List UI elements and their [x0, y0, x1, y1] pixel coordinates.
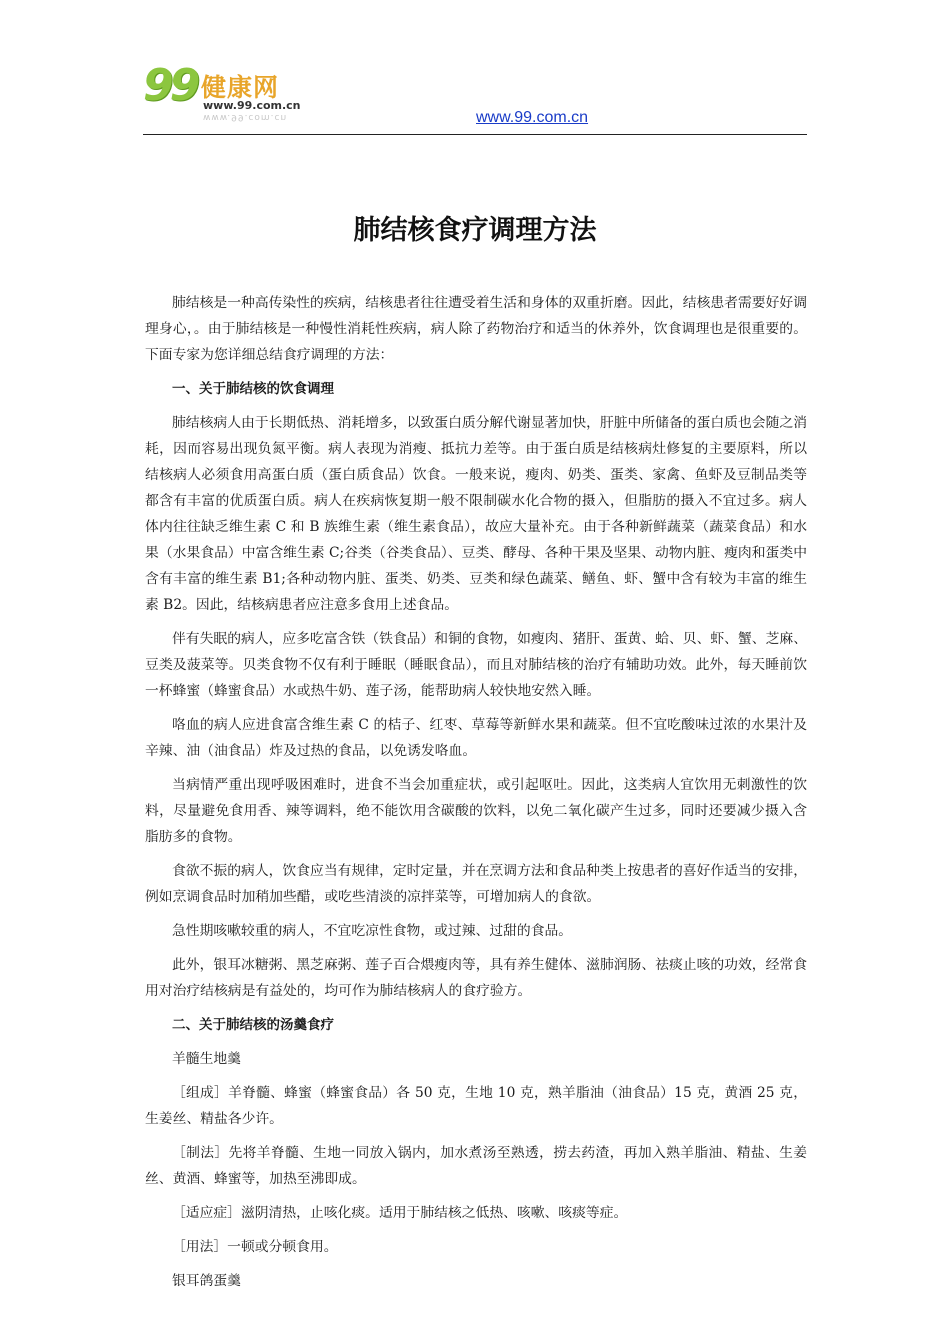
paragraph: 急性期咳嗽较重的病人，不宜吃凉性食物，或过辣、过甜的食品。 [172, 923, 573, 939]
logo-url: www.99.com.cn [203, 99, 301, 112]
section-heading-soup: 二、关于肺结核的汤羹食疗 [172, 1017, 334, 1033]
recipe-name: 羊髓生地羹 [172, 1051, 241, 1067]
recipe-ingredients: ［组成］羊脊髓、蜂蜜（蜂蜜食品）各 50 克，生地 10 克，熟羊脂油（油食品）15 克，黄酒 25 克，生姜丝、精盐各少许。 [145, 1085, 807, 1127]
recipe-method: ［制法］先将羊脊髓、生地一同放入锅内，加水煮汤至熟透，捞去药渣，再加入熟羊脂油、精盐、生姜丝、黄酒、蜂蜜等，加热至沸即成。 [145, 1145, 807, 1187]
paragraph: 伴有失眠的病人，应多吃富含铁（铁食品）和铜的食物，如瘦肉、猪肝、蛋黄、蛤、贝、虾、蟹、芝麻、豆类及菠菜等。贝类食物不仅有利于睡眠（睡眠食品），而且对肺结核的治疗有辅助功效。此外，每天睡前饮一杯蜂蜜（蜂蜜食品）水或热牛奶、莲子汤，能帮助病人较快地安然入睡。 [145, 631, 807, 699]
paragraph: 食欲不振的病人，饮食应当有规律，定时定量，并在烹调方法和食品种类上按患者的喜好作适当的安排，例如烹调食品时加稍加些醋，或吃些清淡的凉拌菜等，可增加病人的食欲。 [145, 863, 807, 905]
recipe-indication: ［适应症］滋阴清热，止咳化痰。适用于肺结核之低热、咳嗽、咳痰等症。 [172, 1205, 628, 1221]
intro-paragraph: 肺结核是一种高传染性的疾病，结核患者往往遭受着生活和身体的双重折磨。因此，结核患者需要好好调理身心，。由于肺结核是一种慢性消耗性疾病，病人除了药物治疗和适当的休养外，饮食调理也是很重要的。下面专家为您详细总结食疗调理的方法： [145, 295, 807, 363]
paragraph: 咯血的病人应进食富含维生素 C 的桔子、红枣、草莓等新鲜水果和蔬菜。但不宜吃酸味过浓的水果汁及辛辣、油（油食品）炸及过热的食品，以免诱发咯血。 [145, 717, 807, 759]
paragraph: 当病情严重出现呼吸困难时，进食不当会加重症状，或引起呕吐。因此，这类病人宜饮用无刺激性的饮料，尽量避免食用香、辣等调料，绝不能饮用含碳酸的饮料，以免二氧化碳产生过多，同时还要减少摄入含脂肪多的食物。 [145, 777, 807, 845]
section-heading-diet: 一、关于肺结核的饮食调理 [172, 381, 334, 397]
logo-chinese-name: 健康网 [201, 73, 280, 102]
document-title: 肺结核食疗调理方法 [353, 215, 597, 246]
site-logo [143, 60, 343, 122]
paragraph: 此外，银耳冰糖粥、黑芝麻粥、莲子百合煨瘦肉等，具有养生健体、滋肺润肠、祛痰止咳的功效，经常食用对治疗结核病是有益处的，均可作为肺结核病人的食疗验方。 [145, 957, 807, 999]
header-divider [143, 134, 807, 135]
paragraph: 肺结核病人由于长期低热、消耗增多，以致蛋白质分解代谢显著加快，肝脏中所储备的蛋白质也会随之消耗，因而容易出现负氮平衡。病人表现为消瘦、抵抗力差等。由于蛋白质是结核病灶修复的主要原料，所以结核病人必须食用高蛋白质（蛋白质食品）饮食。一般来说，瘦肉、奶类、蛋类、家禽、鱼虾及豆制品类等都含有丰富的优质蛋白质。病人在疾病恢复期一般不限制碳水化合物的摄入，但脂肪的摄入不宜过多。病人体内往往缺乏维生素 C 和 B 族维生素（维生素食品），故应大量补充。由于各种新鲜蔬菜（蔬菜食品）和水果（水果食品）中富含维生素 C;谷类（谷类食品）、豆类、酵母、各种干果及坚果、动物内脏、瘦肉和蛋类中含有丰富的维生素 B1;各种动物内脏、蛋类、奶类、豆类和绿色蔬菜、鳝鱼、虾、蟹中含有较为丰富的维生素 B2。因此，结核病患者应注意多食用上述食品。 [145, 415, 807, 613]
recipe-name: 银耳鸽蛋羹 [172, 1273, 241, 1289]
document-header [143, 60, 807, 138]
logo-url-reflection: www.99.com.cn [203, 112, 288, 122]
recipe-usage: ［用法］一顿或分顿食用。 [172, 1239, 338, 1255]
document-body [145, 290, 807, 1302]
logo-number: 99 [143, 60, 197, 111]
site-link[interactable]: www.99.com.cn [476, 109, 589, 126]
